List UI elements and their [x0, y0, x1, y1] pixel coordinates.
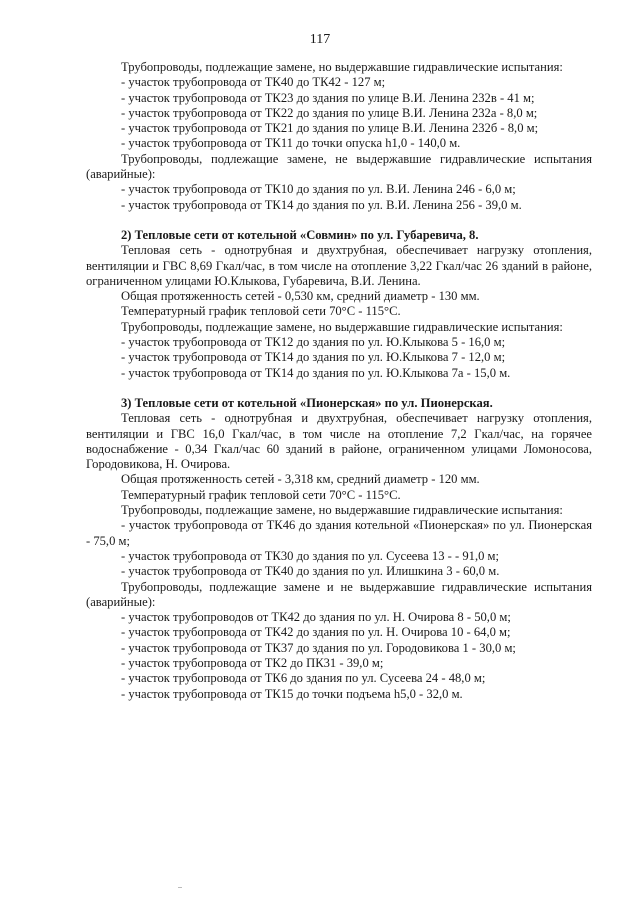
list-item: - участок трубопровода от ТК23 до здания по улице В.И. Ленина 232в - 41 м;: [121, 90, 535, 105]
list-item: - участок трубопровода от ТК21 до здания по улице В.И. Ленина 232б - 8,0 м;: [121, 121, 539, 136]
paragraph: Температурный график тепловой сети 70°C - 115°C.: [121, 304, 401, 319]
list-item: - участок трубопровода от ТК40 до здания по ул. Илишкина 3 - 60,0 м.: [121, 564, 500, 579]
paragraph: Температурный график тепловой сети 70°C - 115°C.: [121, 487, 401, 502]
paragraph: Трубопроводы, подлежащие замене, но выдержавшие гидравлические испытания:: [121, 60, 563, 74]
list-item: - участок трубопровода от ТК46 до здания котельной «Пионерская» по ул. Пионерская - 75,0 м;: [86, 518, 592, 548]
list-item: - участок трубопровода от ТК22 до здания по улице В.И. Ленина 232а - 8,0 м;: [121, 105, 538, 120]
paragraph: Трубопроводы, подлежащие замене и не выдержавшие гидравлические испытания (аварийные):: [86, 579, 592, 609]
paragraph: Трубопроводы, подлежащие замене, но выдержавшие гидравлические испытания:: [121, 503, 563, 518]
list-item: - участок трубопровода от ТК12 до здания по ул. Ю.Клыкова 5 - 16,0 м;: [121, 335, 506, 350]
paragraph: Трубопроводы, подлежащие замене, но выдержавшие гидравлические испытания:: [121, 319, 563, 334]
scan-speck: [178, 887, 182, 888]
list-item: - участок трубопровода от ТК15 до точки подъема h5,0 - 32,0 м.: [121, 686, 463, 701]
list-item: - участок трубопровода от ТК37 до здания по ул. Городовикова 1 - 30,0 м;: [121, 640, 516, 655]
list-item: - участок трубопровода от ТК10 до здания по ул. В.И. Ленина 246 - 6,0 м;: [121, 182, 516, 197]
section-heading: 3) Тепловые сети от котельной «Пионерская» по ул. Пионерская.: [121, 395, 493, 410]
list-item: - участок трубопровода от ТК14 до здания по ул. Ю.Клыкова 7 - 12,0 м;: [121, 350, 506, 365]
section-heading: 2) Тепловые сети от котельной «Совмин» по ул. Губаревича, 8.: [121, 227, 479, 242]
list-item: - участок трубопровода от ТК42 до здания по ул. Н. Очирова 10 - 64,0 м;: [121, 625, 511, 640]
list-item: - участок трубопровода от ТК6 до здания по ул. Сусеева 24 - 48,0 м;: [121, 671, 486, 686]
page-number: 117: [309, 32, 331, 47]
list-item: - участок трубопровода от ТК2 до ПК31 - 39,0 м;: [121, 655, 384, 670]
list-item: - участок трубопроводов от ТК42 до здания по ул. Н. Очирова 8 - 50,0 м;: [121, 610, 511, 625]
paragraph: Трубопроводы, подлежащие замене, не выдержавшие гидравлические испытания (аварийные):: [86, 151, 592, 182]
paragraph: Тепловая сеть - однотрубная и двухтрубная, обеспечивает нагрузку отопления, вентиляции и ГВС 16,0 Гкал/час, в том числе на отопление 7,2 Гкал/час, на горячее водоснабжение - 0,34 Гкал/час 60 зданий в районе, ограниченном улицами Ломоносова, Городовикова, Н. Очирова.: [86, 411, 592, 472]
list-item: - участок трубопровода от ТК11 до точки опуска h1,0 - 140,0 м.: [121, 136, 461, 151]
paragraph: Общая протяженность сетей - 0,530 км, средний диаметр - 130 мм.: [121, 289, 480, 304]
document-body: [86, 60, 592, 702]
list-item: - участок трубопровода от ТК14 до здания по ул. Ю.Клыкова 7а - 15,0 м.: [121, 365, 511, 380]
list-item: - участок трубопровода от ТК40 до ТК42 - 127 м;: [121, 75, 386, 90]
paragraph: Общая протяженность сетей - 3,318 км, средний диаметр - 120 мм.: [121, 472, 480, 487]
paragraph: Тепловая сеть - однотрубная и двухтрубная, обеспечивает нагрузку отопления, вентиляции и ГВС 8,69 Гкал/час, в том числе на отопление 3,22 Гкал/час 26 зданий в районе, ограниченном улицами Ю.Клыкова, Губаревича, В.И. Ленина.: [86, 243, 592, 288]
list-item: - участок трубопровода от ТК30 до здания по ул. Сусеева 13 - - 91,0 м;: [121, 548, 500, 563]
list-item: - участок трубопровода от ТК14 до здания по ул. В.И. Ленина 256 - 39,0 м.: [121, 197, 522, 212]
